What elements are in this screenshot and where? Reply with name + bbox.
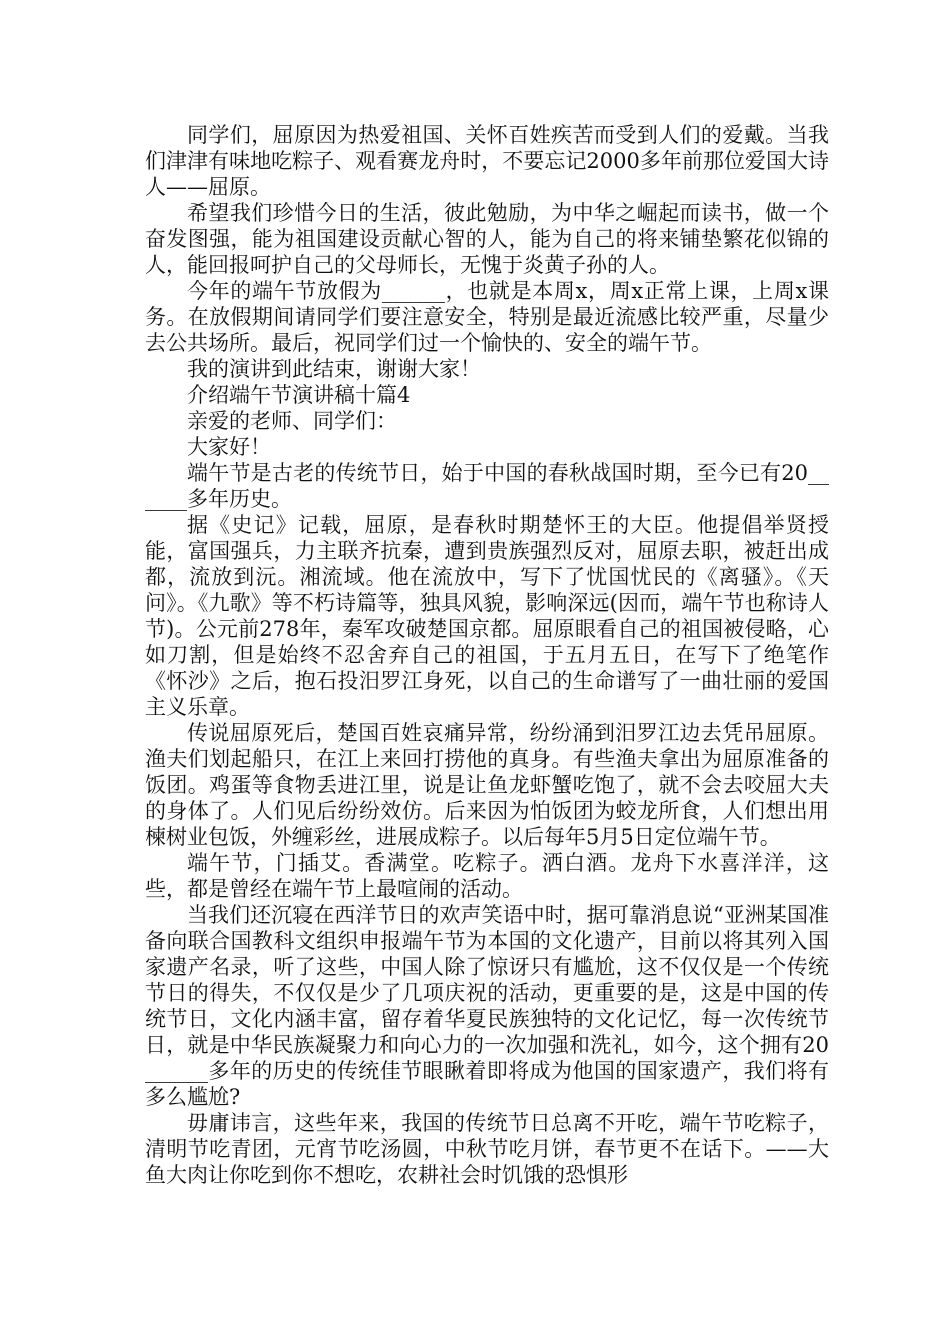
- paragraph-3: 今年的端午节放假为______，也就是本周x，周x正常上课，上周x课务。在放假期间请同学们要注意安全，特别是最近流感比较严重，尽量少去公共场所。最后，祝同学们过一个愉快的、安全的端午节。: [145, 279, 829, 355]
- closing-line: 我的演讲到此结束，谢谢大家！: [187, 357, 481, 381]
- paragraph-history: 据《史记》记载，屈原，是春秋时期楚怀王的大臣。他提倡举贤授能，富国强兵，力主联齐抗秦，遭到贵族强烈反对，屈原去职，被赶出成都，流放到沅。湘流域。他在流放中，写下了忧国忧民的《离骚》。《天问》。《九歌》等不朽诗篇等，独具风貌，影响深远(因而，端午节也称诗人节)。公元前278年，秦军攻破楚国京都。屈原眼看自己的祖国被侵略，心如刀割，但是始终不忍舍弃自己的祖国，于五月五日，在写下了绝笔作《怀沙》之后，抱石投汨罗江身死，以自己的生命谱写了一曲壮丽的爱国主义乐章。: [145, 513, 829, 719]
- paragraph-intro: 端午节是古老的传统节日，始于中国的春秋战国时期，至今已有20______多年历史。: [145, 461, 829, 511]
- paragraph-1: 同学们，屈原因为热爱祖国、关怀百姓疾苦而受到人们的爱戴。当我们津津有味地吃粽子、观看赛龙舟时，不要忘记2000多年前那位爱国大诗人——屈原。: [145, 123, 829, 199]
- paragraph-legend: 传说屈原死后，楚国百姓哀痛异常，纷纷涌到汨罗江边去凭吊屈原。渔夫们划起船只，在江上来回打捞他的真身。有些渔夫拿出为屈原准备的饭团。鸡蛋等食物丢进江里，说是让鱼龙虾蟹吃饱了，就不会去咬屈大夫的身体了。人们见后纷纷效仿。后来因为怕饭团为蛟龙所食，人们想出用楝树业包饭，外缠彩丝，进展成粽子。以后每年5月5日定位端午节。: [145, 721, 829, 849]
- paragraph-heritage: 当我们还沉寝在西洋节日的欢声笑语中时，据可靠消息说“亚洲某国准备向联合国教科文组织申报端午节为本国的文化遗产，目前以将其列入国家遗产名录，听了这些，中国人除了惊讶只有尴尬，这不仅仅是一个传统节日的得失，不仅仅是少了几项庆祝的活动，更重要的是，这是中国的传统节日，文化内涵丰富，留存着华夏民族独特的文化记忆，每一次传统节日，就是中华民族凝聚力和向心力的一次加强和洗礼，如今，这个拥有20______多年的历史的传统佳节眼瞅着即将成为他国的国家遗产，我们将有多么尴尬?: [145, 903, 829, 1109]
- greeting: 大家好！: [187, 435, 271, 459]
- paragraph-customs: 端午节，门插艾。香满堂。吃粽子。洒白酒。龙舟下水喜洋洋，这些，都是曾经在端午节上最喧闹的活动。: [145, 851, 829, 901]
- document-body: [145, 122, 829, 1188]
- paragraph-2: 希望我们珍惜今日的生活，彼此勉励，为中华之崛起而读书，做一个奋发图强，能为祖国建设贡献心智的人，能为自己的将来铺垫繁花似锦的人，能回报呵护自己的父母师长，无愧于炎黄子孙的人。: [145, 201, 829, 277]
- salutation: 亲爱的老师、同学们：: [187, 409, 397, 433]
- section-heading: 介绍端午节演讲稿十篇4: [187, 383, 411, 407]
- paragraph-food: 毋庸讳言，这些年来，我国的传统节日总离不开吃，端午节吃粽子，清明节吃青团，元宵节吃汤圆，中秋节吃月饼，春节更不在话下。——大鱼大肉让你吃到你不想吃，农耕社会时饥饿的恐惧形: [145, 1111, 829, 1187]
